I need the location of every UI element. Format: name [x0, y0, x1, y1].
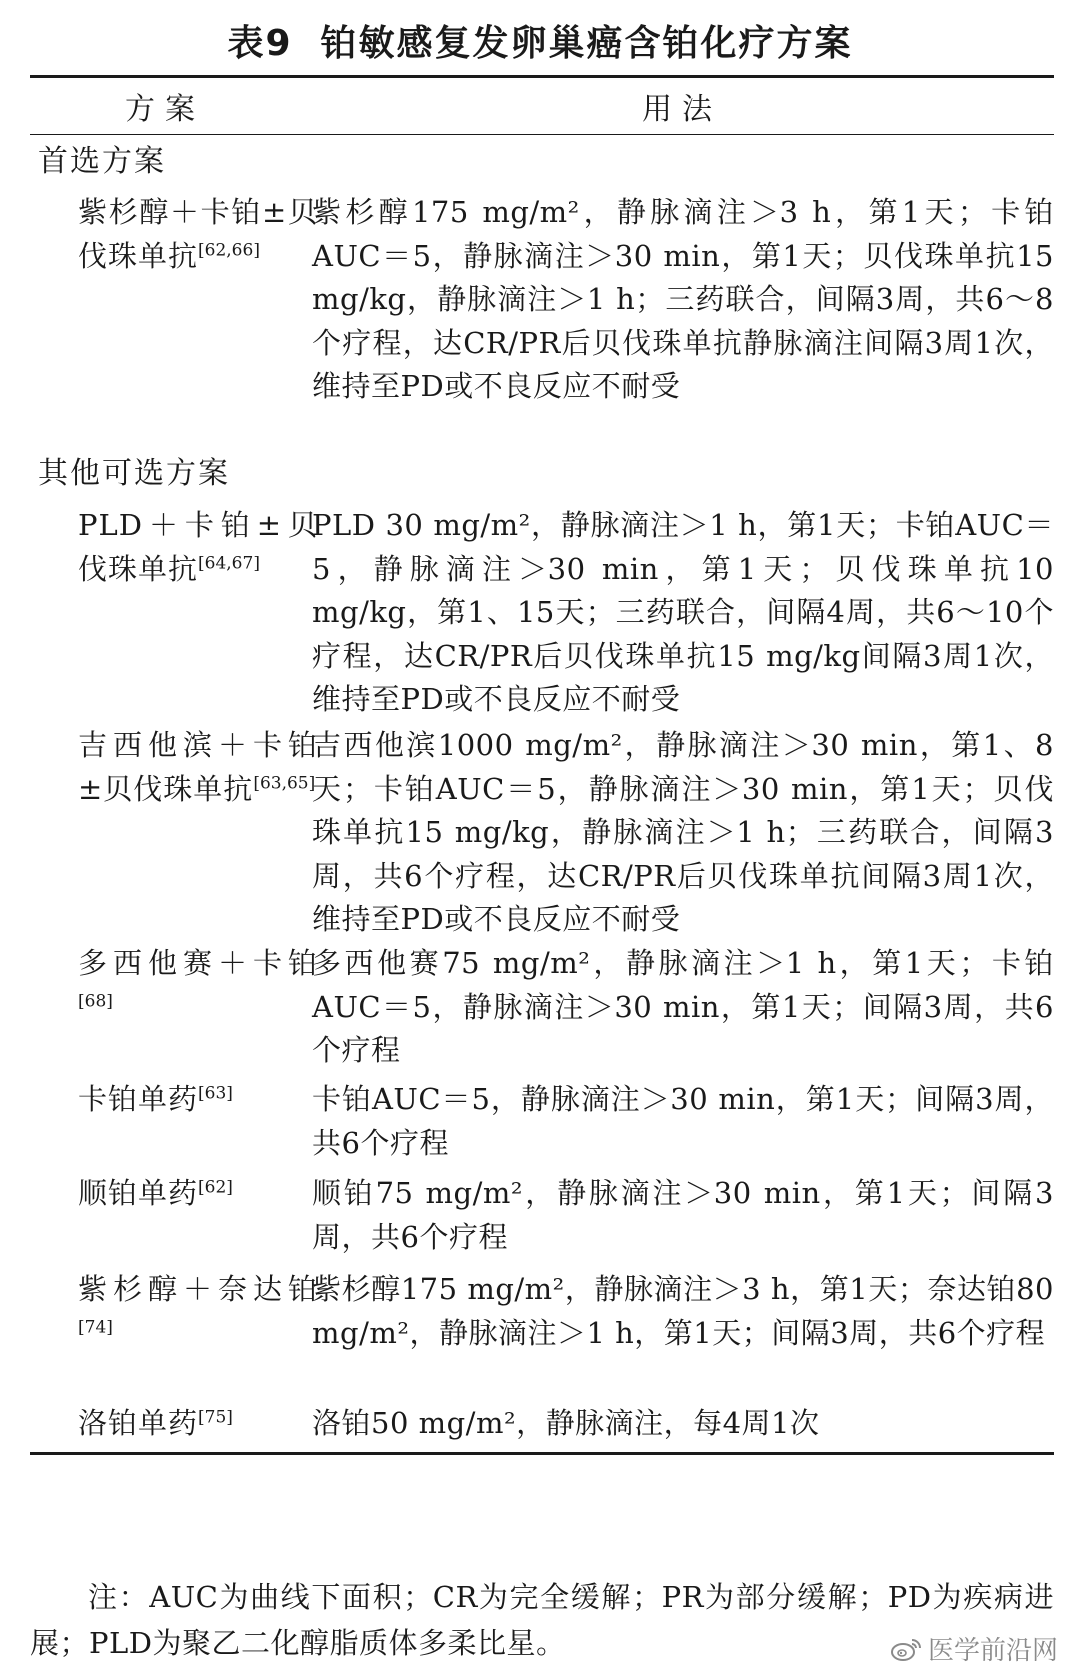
table-header [30, 86, 1054, 134]
watermark [890, 1630, 1058, 1667]
table-footnote: 注：AUC为曲线下面积；CR为完全缓解；PR为部分缓解；PD为疾病进展；PLD为聚乙二化醇脂质体多柔比星。 [30, 1580, 1054, 1660]
plan-cell [78, 1268, 318, 1355]
plan-name: 洛铂单药 [78, 1406, 199, 1440]
plan-reference: [64,67] [198, 552, 260, 573]
usage-cell: PLD 30 mg/m²，静脉滴注＞1 h，第1天；卡铂AUC＝5，静脉滴注＞30 min，第1天；贝伐珠单抗10 mg/kg，第1、15天；三药联合，间隔4周，共6～10个疗程，达CR/PR后贝伐珠单抗15 mg/kg间隔3周1次，维持至PD或不良反应不耐受 [312, 508, 1054, 716]
plan-cell [78, 504, 318, 591]
usage-cell: 紫杉醇175 mg/m²，静脉滴注＞3 h，第1天；奈达铂80 mg/m²，静脉滴注＞1 h，第1天；间隔3周，共6个疗程 [312, 1272, 1054, 1350]
header-rule [30, 134, 1054, 135]
weibo-icon [890, 1636, 922, 1662]
table-title [0, 22, 1080, 66]
plan-cell [78, 1172, 318, 1216]
header-usage: 用法 [642, 92, 722, 127]
table-title-text: 铂敏感复发卵巢癌含铂化疗方案 [320, 23, 853, 64]
plan-name: PLD＋卡铂±贝伐珠单抗 [78, 508, 318, 586]
section-alternatives: 其他可选方案 [38, 456, 230, 491]
header-plan: 方案 [125, 92, 205, 127]
bottom-rule [30, 1452, 1054, 1455]
plan-reference: [62,66] [198, 239, 260, 260]
plan-cell [78, 1078, 318, 1122]
plan-cell [78, 942, 318, 1029]
plan-cell [78, 191, 318, 278]
plan-reference: [62] [198, 1177, 233, 1198]
usage-cell: 洛铂50 mg/m²，静脉滴注，每4周1次 [312, 1406, 820, 1440]
plan-reference: [75] [198, 1407, 233, 1428]
plan-name: 卡铂单药 [78, 1082, 199, 1116]
usage-cell: 卡铂AUC＝5，静脉滴注＞30 min，第1天；间隔3周，共6个疗程 [312, 1082, 1054, 1160]
plan-cell [78, 1402, 318, 1446]
watermark-text: 医学前沿网 [927, 1636, 1058, 1666]
plan-reference: [68] [78, 990, 113, 1011]
plan-name: 紫杉醇＋卡铂±贝伐珠单抗 [78, 195, 318, 273]
usage-cell: 多西他赛75 mg/m²，静脉滴注＞1 h，第1天；卡铂AUC＝5，静脉滴注＞30 min，第1天；间隔3周，共6个疗程 [312, 946, 1054, 1067]
usage-cell: 紫杉醇175 mg/m²，静脉滴注＞3 h，第1天；卡铂AUC＝5，静脉滴注＞30 min，第1天；贝伐珠单抗15 mg/kg，静脉滴注＞1 h；三药联合，间隔3周，共6～8个疗程，达CR/PR后贝伐珠单抗静脉滴注间隔3周1次，维持至PD或不良反应不耐受 [312, 195, 1054, 403]
usage-cell: 顺铂75 mg/m²，静脉滴注＞30 min，第1天；间隔3周，共6个疗程 [312, 1176, 1054, 1254]
plan-name: 紫杉醇＋奈达铂 [78, 1272, 318, 1306]
plan-name: 吉西他滨＋卡铂±贝伐珠单抗 [78, 728, 318, 806]
plan-reference: [63,65] [253, 772, 316, 793]
section-preferred: 首选方案 [38, 144, 166, 179]
plan-reference: [63] [198, 1083, 233, 1104]
table-number: 表9 [227, 23, 293, 64]
plan-cell [78, 724, 318, 811]
plan-name: 顺铂单药 [78, 1176, 199, 1210]
plan-reference: [74] [78, 1316, 113, 1337]
usage-cell: 吉西他滨1000 mg/m²，静脉滴注＞30 min，第1、8天；卡铂AUC＝5，静脉滴注＞30 min，第1天；贝伐珠单抗15 mg/kg，静脉滴注＞1 h；三药联合，间隔3周，共6个疗程，达CR/PR后贝伐珠单抗间隔3周1次，维持至PD或不良反应不耐受 [312, 728, 1054, 936]
plan-name: 多西他赛＋卡铂 [78, 946, 318, 980]
top-rule [30, 75, 1054, 78]
